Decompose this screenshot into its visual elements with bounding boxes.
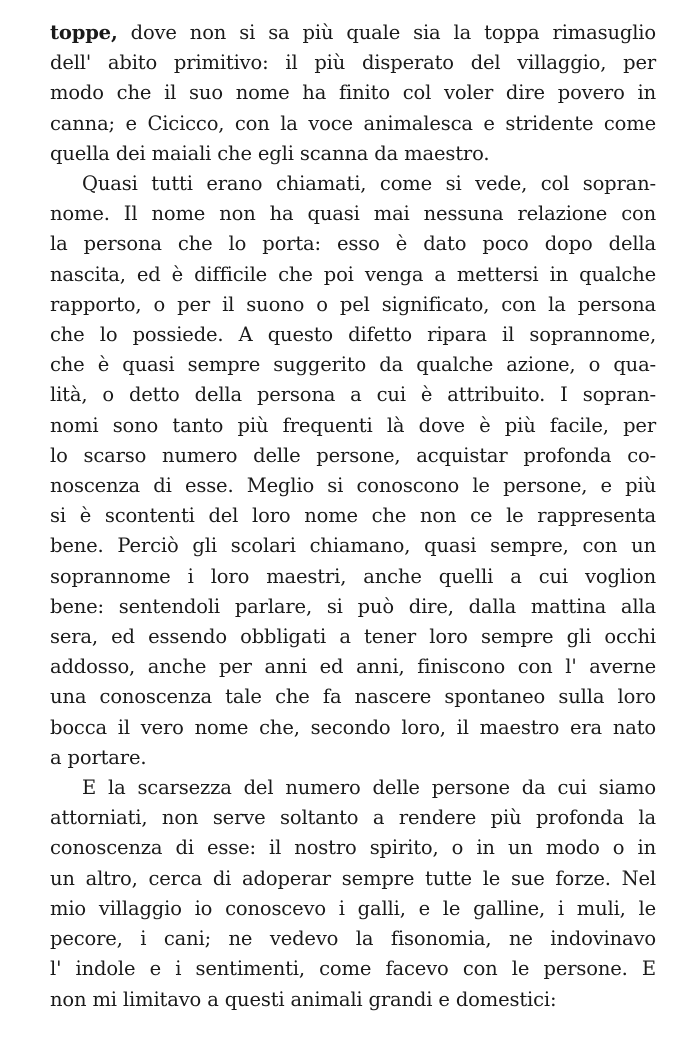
text-line: un altro, cerca di adoperar sempre tutte le sue forze. Nel <box>50 866 656 890</box>
text-line: quella dei maiali che egli scanna da maestro. <box>50 141 490 165</box>
text-line: sera, ed essendo obbligati a tener loro sempre gli occhi <box>50 625 656 649</box>
text-line: soprannome i loro maestri, anche quelli a cui voglion <box>50 564 656 588</box>
text-line: che è quasi sempre suggerito da qualche azione, o qua- <box>50 353 656 377</box>
paragraph-3 <box>50 773 656 1015</box>
text-line: pecore, i cani; ne vedevo la fisonomia, ne indovinavo <box>50 927 656 951</box>
text-line: non mi limitavo a questi animali grandi e domestici: <box>50 987 557 1011</box>
paragraph-1 <box>50 18 656 169</box>
text-line: noscenza di esse. Meglio si conoscono le persone, e più <box>50 474 656 498</box>
text-line: modo che il suo nome ha finito col voler dire povero in <box>50 81 656 105</box>
text-line: lità, o detto della persona a cui è attribuito. I sopran- <box>50 383 656 407</box>
text-line: nascita, ed è difficile che poi venga a mettersi in qualche <box>50 262 656 286</box>
text-line: bocca il vero nome che, secondo loro, il maestro era nato <box>50 715 656 739</box>
text-line: dell' abito primitivo: il più disperato del villaggio, per <box>50 51 656 75</box>
text-line: toppe, dove non si sa più quale sia la toppa rimasuglio <box>50 21 656 44</box>
text-line: mio villaggio io conoscevo i galli, e le galline, i muli, le <box>50 896 656 920</box>
text-line: conoscenza di esse: il nostro spirito, o in un modo o in <box>50 836 656 860</box>
text-line: addosso, anche per anni ed anni, finiscono con l' averne <box>50 655 656 679</box>
text-line: canna; e Cicicco, con la voce animalesca e stridente come <box>50 111 656 135</box>
text-line: bene. Perciò gli scolari chiamano, quasi sempre, con un <box>50 534 656 558</box>
text-line: nome. Il nome non ha quasi mai nessuna relazione con <box>50 202 656 226</box>
text-line: lo scarso numero delle persone, acquistar profonda co- <box>50 443 656 467</box>
paragraph-2 <box>50 169 656 773</box>
text-line: una conoscenza tale che fa nascere spontaneo sulla loro <box>50 685 656 709</box>
text-line: attorniati, non serve soltanto a rendere più profonda la <box>50 806 656 830</box>
text-line: bene: sentendoli parlare, si può dire, dalla mattina alla <box>50 594 656 618</box>
text-line: rapporto, o per il suono o pel significato, con la persona <box>50 292 656 316</box>
text-line: si è scontenti del loro nome che non ce le rappresenta <box>50 504 656 528</box>
text-line: la persona che lo porta: esso è dato poco dopo della <box>50 232 656 256</box>
text-line: l' indole e i sentimenti, come facevo con le persone. E <box>50 957 656 981</box>
text-line: a portare. <box>50 745 147 769</box>
text-line: Quasi tutti erano chiamati, come si vede, col sopran- <box>82 172 656 196</box>
document-page <box>50 18 656 1015</box>
text-line: che lo possiede. A questo difetto ripara il soprannome, <box>50 323 656 347</box>
text-line: E la scarsezza del numero delle persone da cui siamo <box>82 776 656 800</box>
text-fragment: toppe, <box>50 21 118 44</box>
text-line: nomi sono tanto più frequenti là dove è più facile, per <box>50 413 656 437</box>
